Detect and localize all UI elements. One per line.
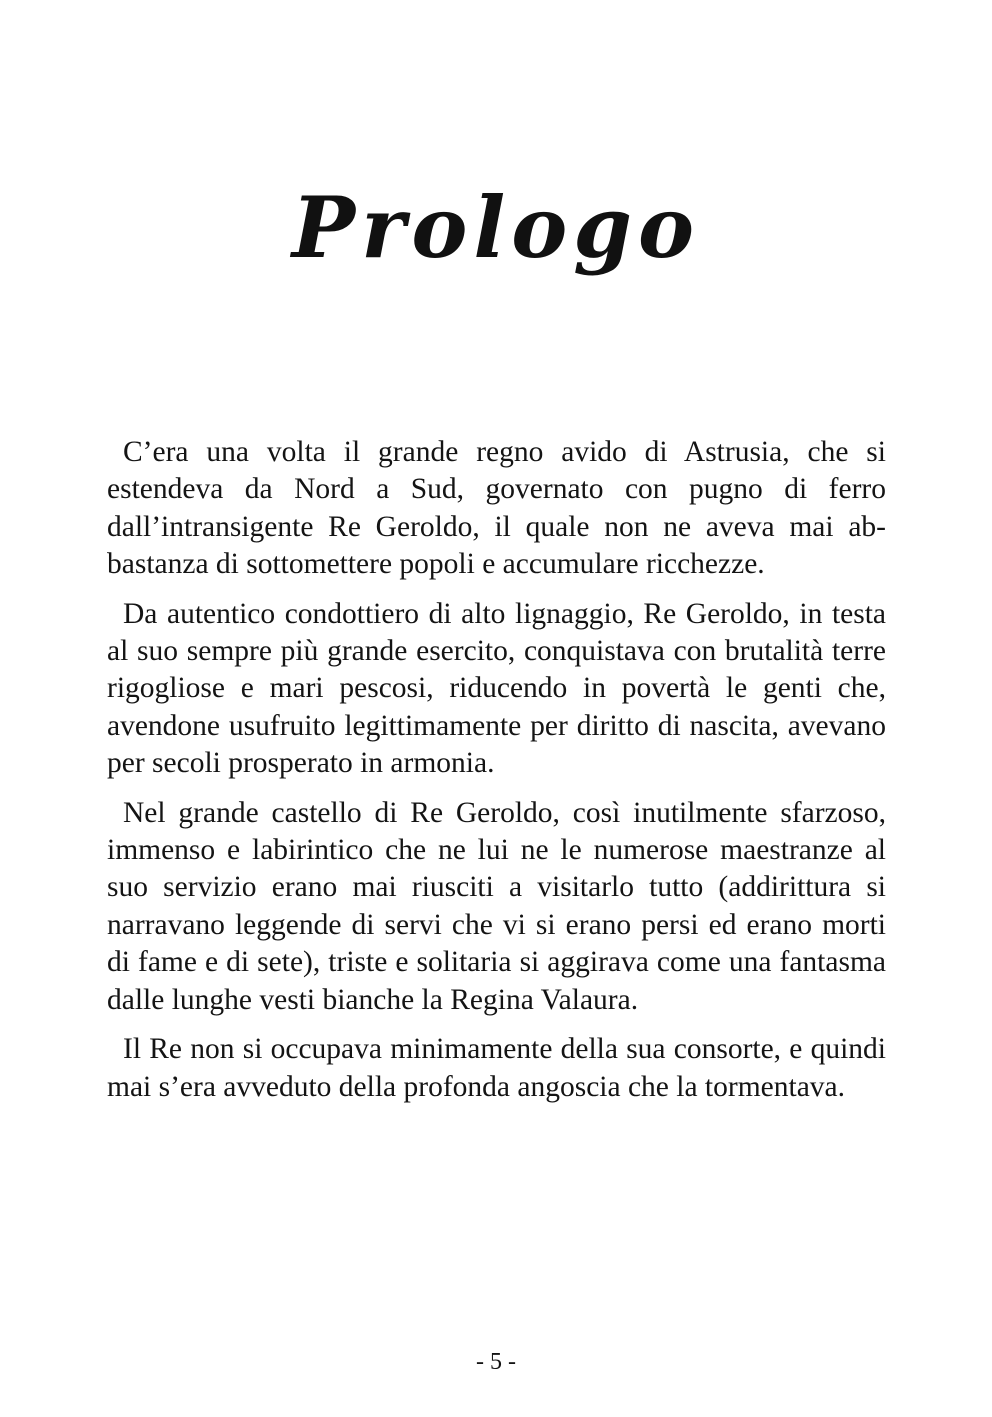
page-number: - 5 - (476, 1349, 516, 1375)
prologue-text (107, 434, 886, 1118)
paragraph-4: Il Re non si occupava minimamente della sua consorte, e quindi mai s’era avveduto della profonda angoscia che la tormentava. (107, 1033, 886, 1103)
paragraph-1: C’era una volta il grande regno avido di Astrusia, che si estendeva da Nord a Sud, governato con pugno di ferro dall’intransigente Re Geroldo, il quale non ne aveva mai abbastanza di sottomettere popoli e accumulare ricchezze. (107, 436, 886, 581)
paragraph-3: Nel grande castello di Re Geroldo, così inutilmente sfarzoso, immenso e labirintico che ne lui ne le numerose maestranze al suo servizio erano mai riusciti a visitarlo tutto (addirittura si narravano leggende di servi che vi si erano persi ed erano morti di fame e di sete), triste e solitaria si aggirava come una fantasma dalle lunghe vesti bianche la Regina Valaura. (107, 796, 886, 1016)
chapter-title: Prologo (291, 178, 701, 277)
paragraph-2: Da autentico condottiero di alto lignaggio, Re Geroldo, in testa al suo sempre più grande esercito, conquistava con brutalità terre rigogliose e mari pescosi, riducendo in povertà le genti che, avendone usufruito legittimamente per diritto di nascita, avevano per secoli prosperato in armonia. (107, 597, 886, 780)
